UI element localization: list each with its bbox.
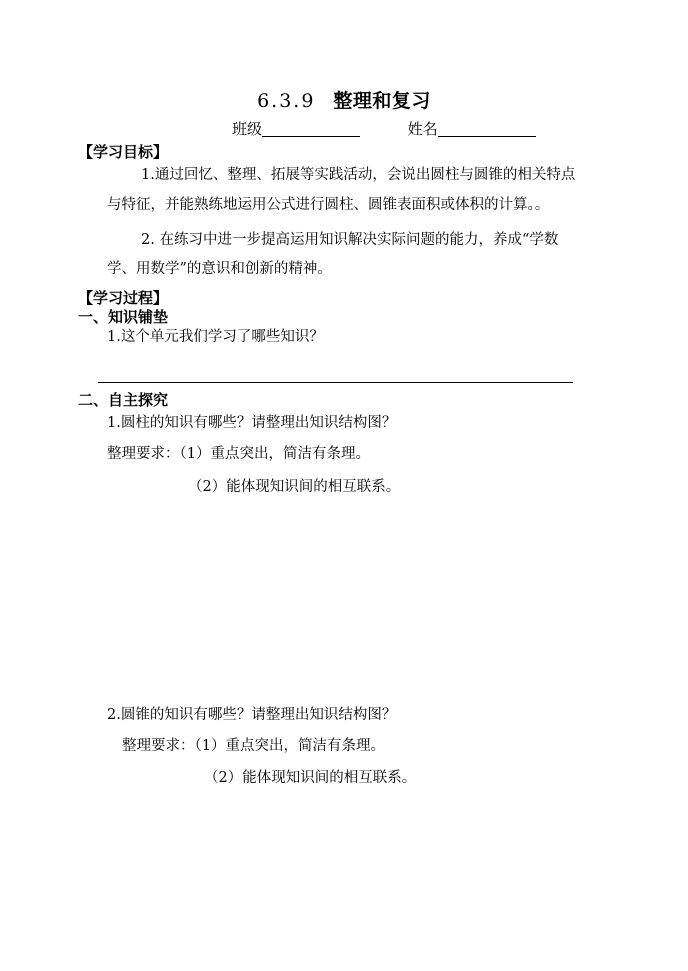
student-info-line — [232, 118, 536, 139]
objective-1-line-1: 1.通过回忆、整理、拓展等实践活动，会说出圆柱与圆锥的相关特点 — [141, 167, 576, 183]
answer-line[interactable] — [98, 382, 573, 383]
class-blank[interactable] — [262, 120, 360, 137]
part2-heading: 二、自主探究 — [78, 391, 169, 409]
page-title — [0, 86, 688, 113]
objective-2-line-2: 学、用数学”的意识和创新的精神。 — [107, 261, 332, 277]
class-label: 班级 — [232, 120, 263, 138]
part2-q1-requirement-2: （2）能体现知识间的相互联系。 — [188, 479, 401, 495]
part2-q2-requirement-2: （2）能体现知识间的相互联系。 — [204, 770, 417, 786]
objective-1-line-2: 与特征，并能熟练地运用公式进行圆柱、圆锥表面积或体积的计算。。 — [107, 197, 550, 213]
part1-heading: 一、知识铺垫 — [78, 308, 169, 326]
part1-question: 1.这个单元我们学习了哪些知识？ — [107, 329, 324, 345]
lesson-number: 6.3.9 — [257, 90, 316, 112]
part2-q2-requirement-1: 整理要求：（1）重点突出，简洁有条理。 — [122, 738, 385, 754]
lesson-title: 整理和复习 — [333, 90, 431, 112]
name-label: 姓名 — [407, 120, 438, 138]
part2-question-2: 2.圆锥的知识有哪些？请整理出知识结构图？ — [107, 707, 397, 723]
process-heading: 【学习过程】 — [78, 289, 169, 307]
objective-2-line-1: 2. 在练习中进一步提高运用知识解决实际问题的能力，养成“学数 — [141, 232, 559, 248]
part2-question-1: 1.圆柱的知识有哪些？请整理出知识结构图？ — [107, 415, 397, 431]
objectives-heading: 【学习目标】 — [78, 143, 169, 161]
part2-q1-requirement-1: 整理要求：（1）重点突出，简洁有条理。 — [107, 446, 370, 462]
name-blank[interactable] — [438, 120, 536, 137]
